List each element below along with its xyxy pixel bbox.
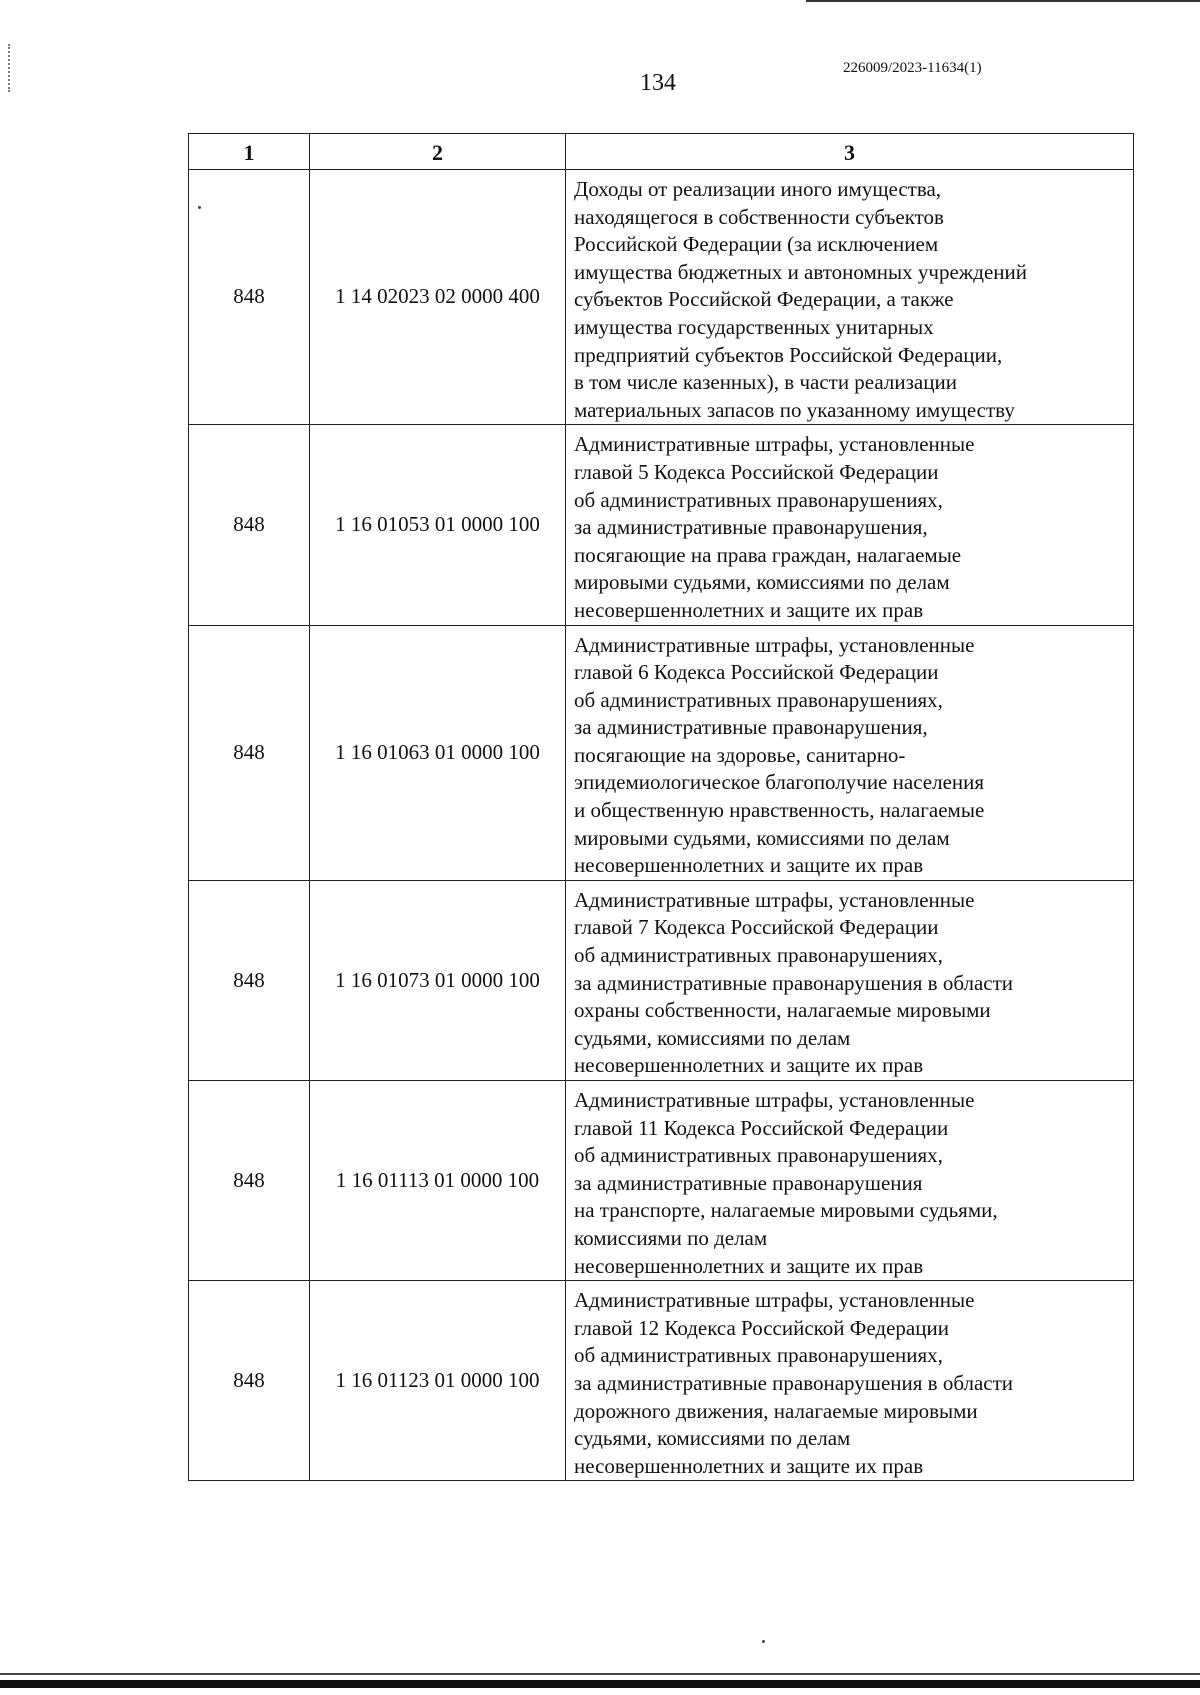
description-line: об административных правонарушениях, <box>574 487 943 512</box>
description-line: об административных правонарушениях, <box>574 1143 943 1168</box>
description-line: в том числе казенных), в части реализации <box>574 370 957 395</box>
budget-classification-code-cell: 1 16 01123 01 0000 100 <box>310 1281 566 1481</box>
description-line: за административные правонарушения, <box>574 715 928 740</box>
description-line: главой 7 Кодекса Российской Федерации <box>574 915 939 940</box>
table-row <box>189 625 1134 880</box>
table-body <box>189 170 1134 1481</box>
description-line: комиссиями по делам <box>574 1225 768 1250</box>
description-line: за административные правонарушения <box>574 1170 923 1195</box>
admin-code-cell: 848 <box>189 880 310 1080</box>
description-line: главой 11 Кодекса Российской Федерации <box>574 1115 949 1140</box>
revenue-description-cell <box>566 1281 1134 1481</box>
description-line: судьями, комиссиями по делам <box>574 1025 851 1050</box>
description-line: несовершеннолетних и защите их прав <box>574 597 924 622</box>
budget-classification-code-cell: 1 16 01063 01 0000 100 <box>310 625 566 880</box>
column-header-1: 1 <box>189 134 310 170</box>
description-line: об административных правонарушениях, <box>574 943 943 968</box>
table-header-row <box>189 134 1134 170</box>
description-line: посягающие на права граждан, налагаемые <box>574 542 962 567</box>
admin-code-cell: 848 <box>189 1281 310 1481</box>
scan-bottom-edge <box>0 1680 1200 1688</box>
description-line: Административные штрафы, установленные <box>574 887 975 912</box>
description-line: несовершеннолетних и защите их прав <box>574 1053 924 1078</box>
table-row <box>189 880 1134 1080</box>
description-line: Административные штрафы, установленные <box>574 432 975 457</box>
revenue-description-cell <box>566 625 1134 880</box>
description-line: охраны собственности, налагаемые мировыми <box>574 998 991 1023</box>
description-line: мировыми судьями, комиссиями по делам <box>574 570 950 595</box>
description-line: главой 12 Кодекса Российской Федерации <box>574 1315 949 1340</box>
scan-margin-marks <box>8 44 12 92</box>
description-line: Административные штрафы, установленные <box>574 632 975 657</box>
description-line: об административных правонарушениях, <box>574 1343 943 1368</box>
description-line: главой 6 Кодекса Российской Федерации <box>574 660 939 685</box>
admin-code-cell: 848 <box>189 170 310 425</box>
description-line: несовершеннолетних и защите их прав <box>574 1253 924 1278</box>
table-row <box>189 1281 1134 1481</box>
scan-speck <box>198 206 201 209</box>
description-line: находящегося в собственности субъектов <box>574 204 944 229</box>
description-line: несовершеннолетних и защите их прав <box>574 1453 924 1478</box>
scan-speck <box>762 1640 765 1643</box>
admin-code-cell: 848 <box>189 425 310 625</box>
page-number: 134 <box>640 70 676 96</box>
description-line: предприятий субъектов Российской Федерации, <box>574 342 1003 367</box>
admin-code-cell: 848 <box>189 1081 310 1281</box>
scan-bottom-edge <box>0 1673 1200 1675</box>
description-line: главой 5 Кодекса Российской Федерации <box>574 459 939 484</box>
table-row <box>189 170 1134 425</box>
description-line: об административных правонарушениях, <box>574 687 943 712</box>
description-line: за административные правонарушения в области <box>574 1370 1014 1395</box>
description-line: имущества государственных унитарных <box>574 314 934 339</box>
column-header-3: 3 <box>566 134 1134 170</box>
description-line: судьями, комиссиями по делам <box>574 1426 851 1451</box>
table-row <box>189 1081 1134 1281</box>
revenue-description-cell <box>566 1081 1134 1281</box>
budget-classification-code-cell: 1 16 01113 01 0000 100 <box>310 1081 566 1281</box>
scan-edge-line <box>806 0 1200 2</box>
description-line: за административные правонарушения в области <box>574 970 1014 995</box>
revenue-description-cell <box>566 170 1134 425</box>
description-line: дорожного движения, налагаемые мировыми <box>574 1398 978 1423</box>
description-line: имущества бюджетных и автономных учреждений <box>574 259 1028 284</box>
budget-classification-code-cell: 1 16 01053 01 0000 100 <box>310 425 566 625</box>
description-line: и общественную нравственность, налагаемые <box>574 798 985 823</box>
revenue-codes-table <box>188 133 1134 1481</box>
document-number: 226009/2023-11634(1) <box>843 60 982 76</box>
description-line: за административные правонарушения, <box>574 515 928 540</box>
revenue-description-cell <box>566 425 1134 625</box>
description-line: посягающие на здоровье, санитарно- <box>574 742 906 767</box>
description-line: материальных запасов по указанному имуществу <box>574 397 1015 422</box>
revenue-description-cell <box>566 880 1134 1080</box>
description-line: Доходы от реализации иного имущества, <box>574 177 942 201</box>
description-line: несовершеннолетних и защите их прав <box>574 853 924 878</box>
description-line: мировыми судьями, комиссиями по делам <box>574 825 950 850</box>
admin-code-cell: 848 <box>189 625 310 880</box>
description-line: Административные штрафы, установленные <box>574 1288 975 1313</box>
description-line: эпидемиологическое благополучие населения <box>574 770 985 795</box>
column-header-2: 2 <box>310 134 566 170</box>
description-line: субъектов Российской Федерации, а также <box>574 287 954 312</box>
description-line: Административные штрафы, установленные <box>574 1088 975 1112</box>
table-row <box>189 425 1134 625</box>
description-line: Российской Федерации (за исключением <box>574 232 939 257</box>
description-line: на транспорте, налагаемые мировыми судьями, <box>574 1198 998 1223</box>
budget-classification-code-cell: 1 14 02023 02 0000 400 <box>310 170 566 425</box>
budget-classification-code-cell: 1 16 01073 01 0000 100 <box>310 880 566 1080</box>
